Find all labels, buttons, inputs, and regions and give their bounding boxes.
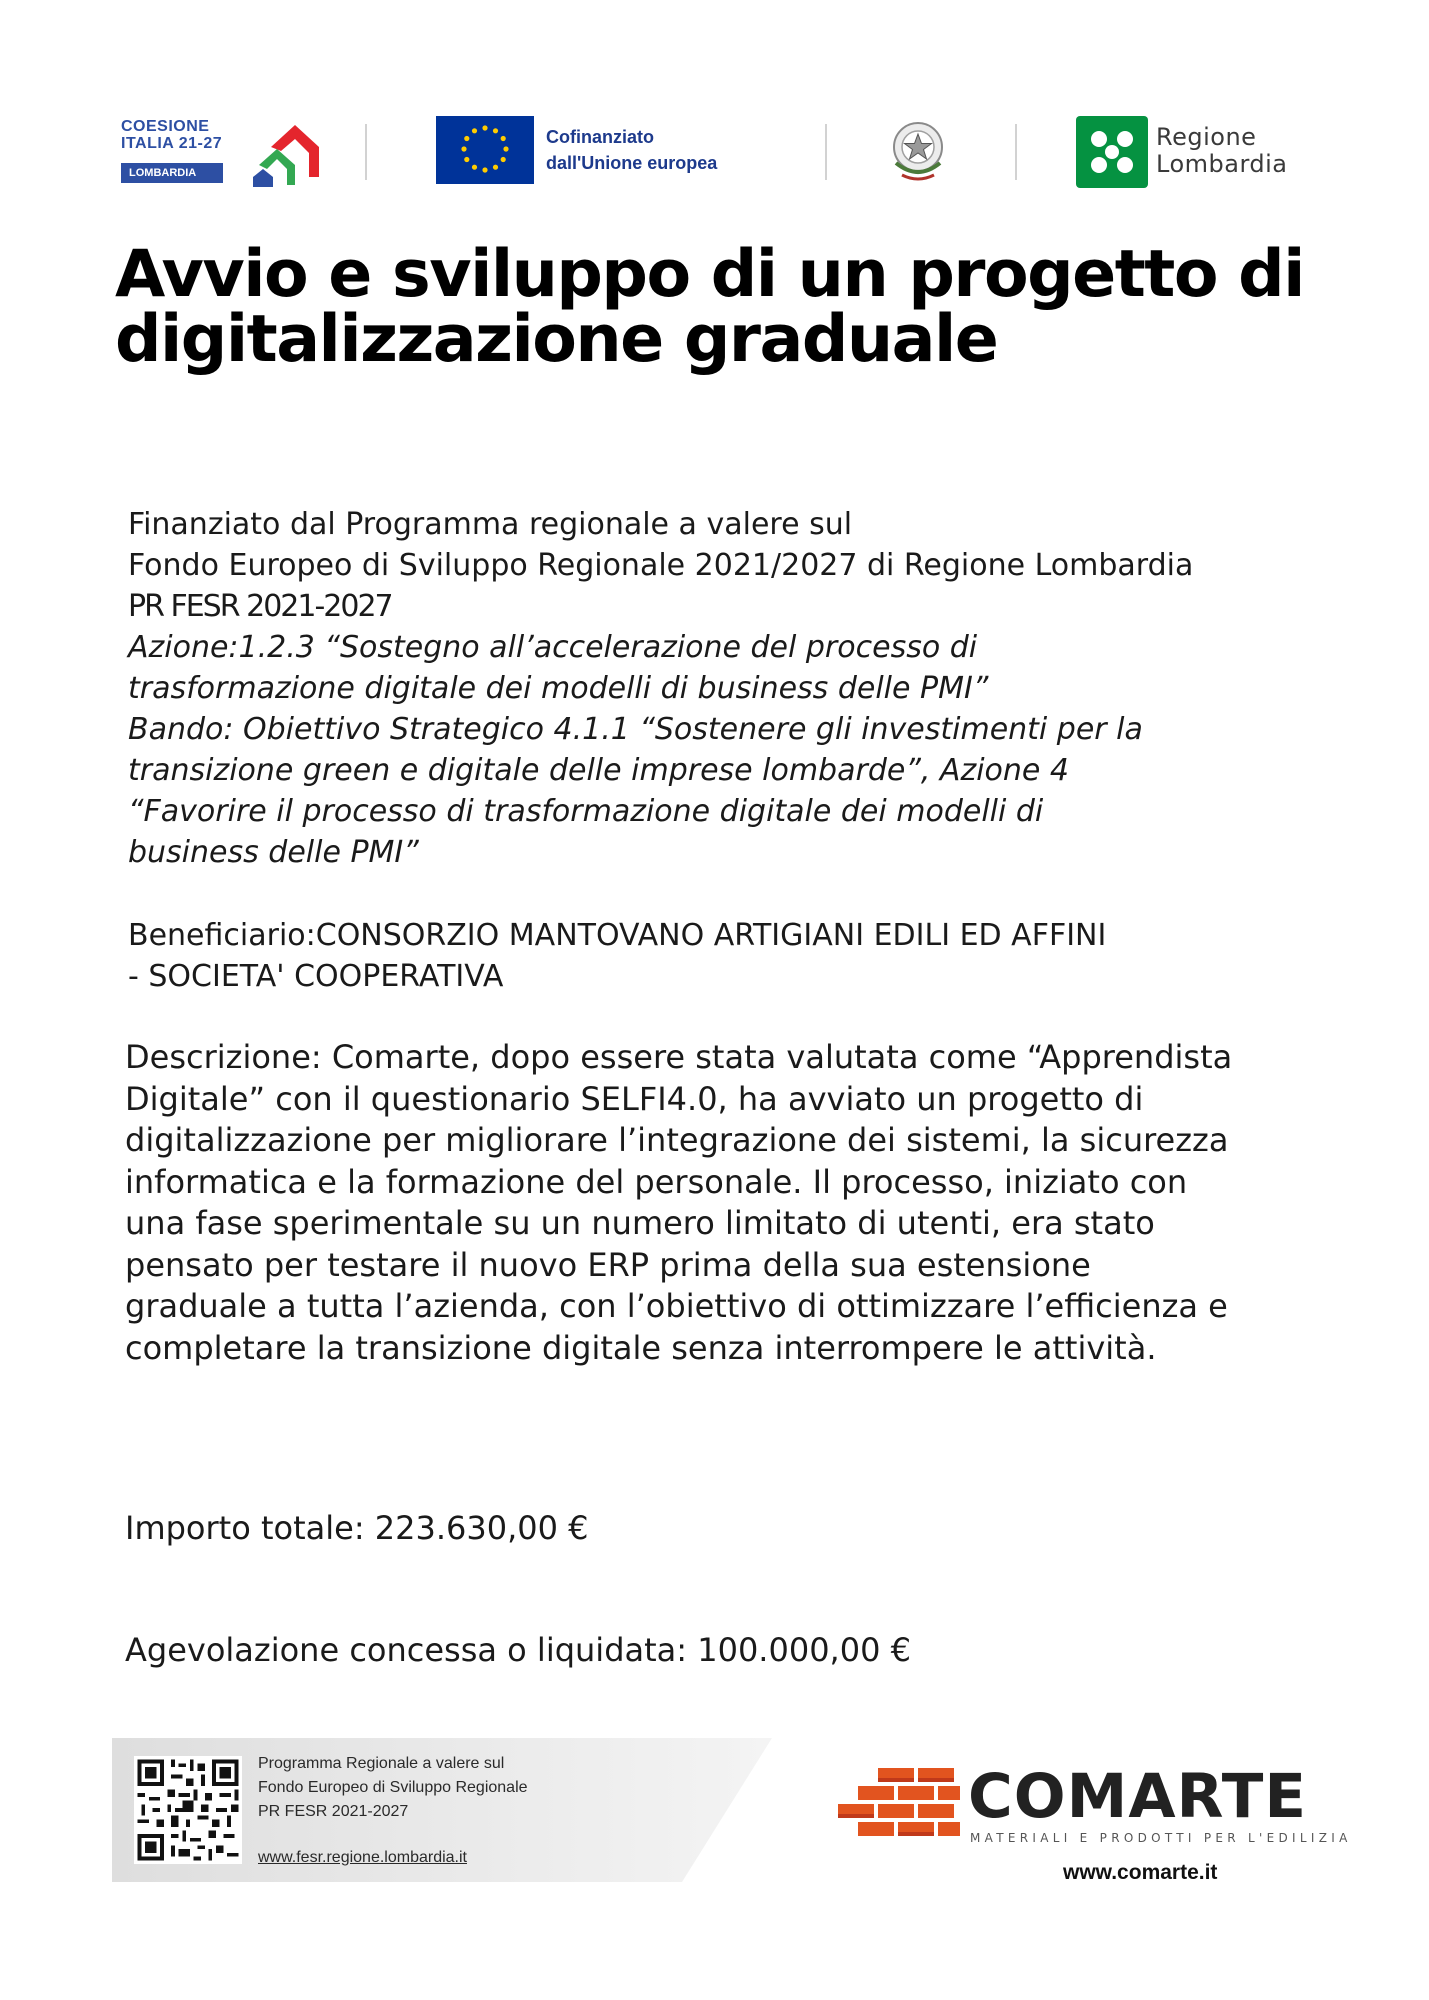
descrizione-line: Descrizione: Comarte, dopo essere stata valutata come “Apprendista	[125, 1038, 1233, 1076]
comarte-subtitle: MATERIALI E PRODOTTI PER L'EDILIZIA	[970, 1831, 1352, 1845]
fesr-line2: Fondo Europeo di Sviluppo Regionale	[258, 1779, 528, 1796]
logo-divider	[1015, 124, 1017, 180]
descrizione-section	[125, 1037, 1355, 1369]
title-line1: Avvio e sviluppo di un progetto di	[115, 237, 1304, 312]
regione-caption	[1156, 124, 1288, 178]
bando-line3: “Favorire il processo di trasformazione digitale dei modelli di	[128, 794, 1044, 829]
fesr-website-link[interactable]: www.fesr.regione.lombardia.it	[258, 1849, 467, 1866]
fesr-line1: Programma Regionale a valere sul	[258, 1755, 505, 1772]
eu-cofinanziato-logo	[436, 116, 756, 186]
descrizione-line: graduale a tutta l’azienda, con l’obiettivo di ottimizzare l’efficienza e	[125, 1287, 1228, 1325]
fesr-caption	[258, 1752, 528, 1824]
page-title	[115, 237, 1415, 377]
descrizione-line: Digitale” con il questionario SELFI4.0, ha avviato un progetto di	[125, 1079, 1144, 1118]
fesr-line3: PR FESR 2021-2027	[258, 1803, 409, 1820]
azione-line2: trasformazione digitale dei modelli di business delle PMI”	[128, 671, 989, 706]
coesione-italia-logo	[121, 117, 321, 189]
azione-line1: Azione:1.2.3 “Sostegno all’accelerazione del processo di	[128, 630, 978, 665]
regione-line2: Lombardia	[1156, 150, 1288, 178]
descrizione-line: pensato per testare il nuovo ERP prima della sua estensione	[125, 1245, 1091, 1284]
header-logos	[118, 112, 1328, 192]
logo-divider	[825, 124, 827, 180]
comarte-website-link[interactable]: www.comarte.it	[1063, 1861, 1218, 1884]
coesione-arrow-icon	[239, 117, 319, 189]
funding-line3: PR FESR 2021-2027	[128, 589, 392, 624]
bando-line4: business delle PMI”	[128, 835, 419, 870]
logo-divider	[365, 124, 367, 180]
funding-line1: Finanziato dal Programma regionale a valere sul	[128, 507, 853, 542]
eu-line2: dall'Unione europea	[546, 153, 718, 173]
beneficiario-line2: - SOCIETA' COOPERATIVA	[128, 959, 504, 994]
italian-republic-emblem-icon	[888, 115, 948, 185]
descrizione-line: informatica e la formazione del personale. Il processo, iniziato con	[125, 1162, 1188, 1201]
comarte-logo	[838, 1761, 1352, 1892]
comarte-bricks-icon	[838, 1768, 962, 1846]
funding-section	[128, 504, 1328, 873]
eu-caption	[546, 124, 717, 176]
agevolazione-concessa: Agevolazione concessa o liquidata: 100.000,00 €	[125, 1631, 911, 1669]
regione-rose-icon	[1076, 116, 1148, 188]
descrizione-line: una fase sperimentale su un numero limitato di utenti, era stato	[125, 1204, 1155, 1242]
eu-line1: Cofinanziato	[546, 127, 654, 147]
beneficiario-section	[128, 915, 1328, 997]
descrizione-line: digitalizzazione per migliorare l’integrazione dei sistemi, la sicurezza	[125, 1121, 1229, 1159]
coesione-line2: ITALIA 21-27	[121, 135, 223, 152]
beneficiario-line1: Beneficiario:CONSORZIO MANTOVANO ARTIGIANI EDILI ED AFFINI	[128, 918, 1107, 953]
qr-code-icon	[134, 1756, 242, 1864]
regione-line1: Regione	[1156, 123, 1257, 151]
funding-line2: Fondo Europeo di Sviluppo Regionale 2021/2027 di Regione Lombardia	[128, 548, 1194, 583]
bando-line2: transizione green e digitale delle imprese lombarde”, Azione 4	[128, 753, 1069, 788]
title-line2: digitalizzazione graduale	[115, 302, 998, 377]
eu-flag-icon	[436, 116, 534, 184]
regione-lombardia-logo	[1076, 112, 1326, 188]
fesr-info-box	[112, 1738, 772, 1882]
coesione-badge: LOMBARDIA	[121, 163, 223, 183]
importo-totale: Importo totale: 223.630,00 €	[125, 1509, 589, 1547]
bando-line1: Bando: Obiettivo Strategico 4.1.1 “Sostenere gli investimenti per la	[128, 712, 1143, 747]
comarte-name: COMARTE	[968, 1761, 1308, 1832]
coesione-line1: COESIONE	[121, 118, 210, 135]
descrizione-line: completare la transizione digitale senza interrompere le attività.	[125, 1328, 1157, 1367]
